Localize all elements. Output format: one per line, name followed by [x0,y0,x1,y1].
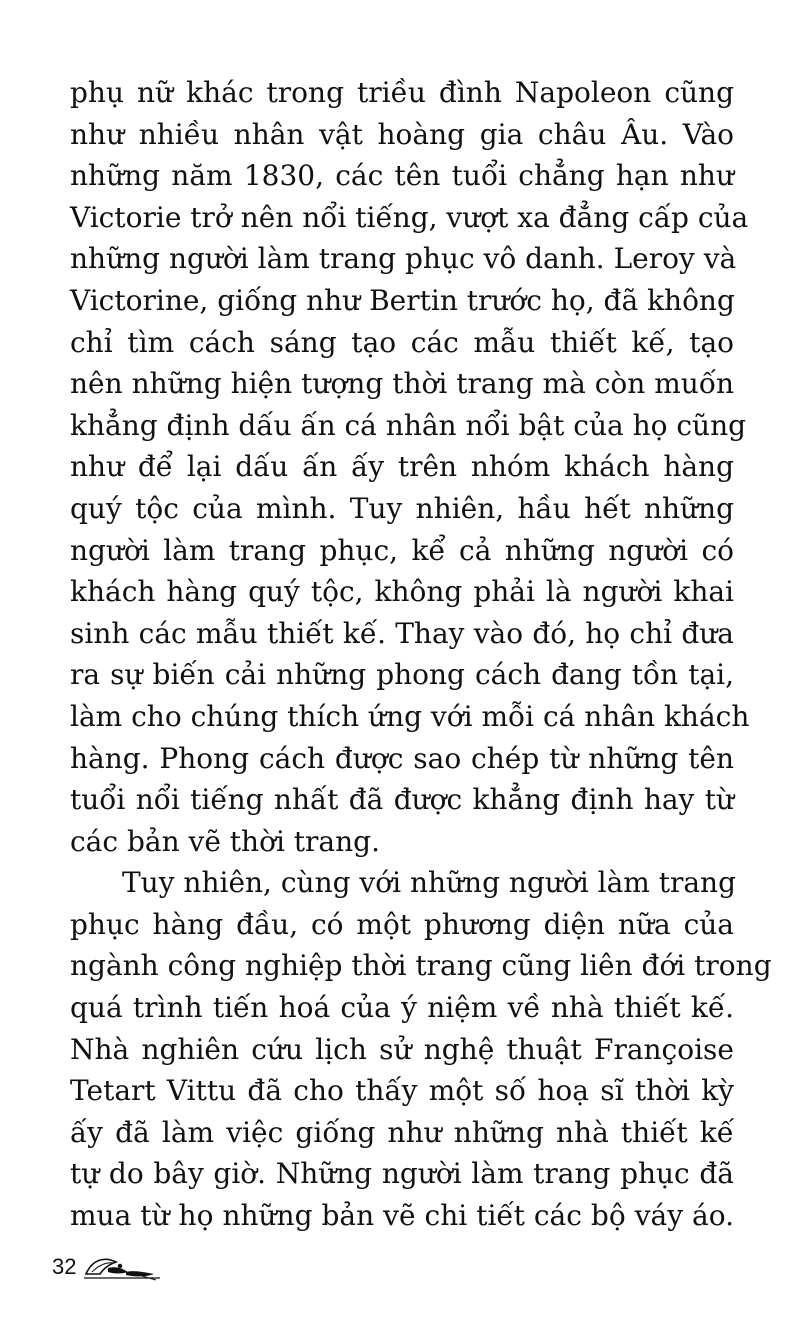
text-line: tuổi nổi tiếng nhất đã được khẳng định hay từ [70,783,734,817]
paragraph-first-line: Tuy nhiên, cùng với những người làm trang [122,866,737,900]
text-line: những người làm trang phục vô danh. Leroy và [70,242,737,276]
text-line: khẳng định dấu ấn cá nhân nổi bật của họ cũng [70,408,747,442]
body-text [70,72,772,1237]
text-line: làm cho chúng thích ứng với mỗi cá nhân khách [70,699,750,733]
text-line: Victorie trở nên nổi tiếng, vượt xa đẳng cấp của [70,200,749,234]
text-line: Nhà nghiên cứu lịch sử nghệ thuật Françoise [70,1032,734,1066]
text-line: như nhiều nhân vật hoàng gia châu Âu. Vào [70,117,734,151]
feather-quill-icon [82,1250,162,1284]
text-line: hàng. Phong cách được sao chép từ những tên [70,741,734,775]
text-line: phụ nữ khác trong triều đình Napoleon cũng [70,76,734,109]
text-line: tự do bây giờ. Những người làm trang phục đã [70,1157,734,1191]
text-line: Victorine, giống như Bertin trước họ, đã không [70,283,735,317]
text-line: như để lại dấu ấn ấy trên nhóm khách hàng [70,450,734,484]
text-line: ra sự biến cải những phong cách đang tồn tại, [70,658,734,692]
text-line: chỉ tìm cách sáng tạo các mẫu thiết kế, tạo [70,325,734,359]
text-line: quý tộc của mình. Tuy nhiên, hầu hết những [70,491,734,525]
text-line: quá trình tiến hoá của ý niệm về nhà thiết kế. [70,991,734,1025]
text-line: Tetart Vittu đã cho thấy một số hoạ sĩ thời kỳ [70,1074,734,1108]
text-line: những năm 1830, các tên tuổi chẳng hạn như [70,159,734,193]
page-footer [52,1250,182,1290]
text-line: ngành công nghiệp thời trang cũng liên đới trong [70,949,772,983]
text-line: phục hàng đầu, có một phương diện nữa của [70,907,734,941]
page-number: 32 [52,1254,77,1279]
text-line: sinh các mẫu thiết kế. Thay vào đó, họ chỉ đưa [70,616,734,650]
paragraph-end-line: các bản vẽ thời trang. [70,824,380,858]
text-line: nên những hiện tượng thời trang mà còn muốn [70,367,734,401]
text-line: ấy đã làm việc giống như những nhà thiết kế [70,1115,734,1149]
text-line: mua từ họ những bản vẽ chi tiết các bộ váy áo. [70,1199,734,1233]
text-line: khách hàng quý tộc, không phải là người khai [70,575,734,609]
text-line: người làm trang phục, kể cả những người có [70,533,734,567]
